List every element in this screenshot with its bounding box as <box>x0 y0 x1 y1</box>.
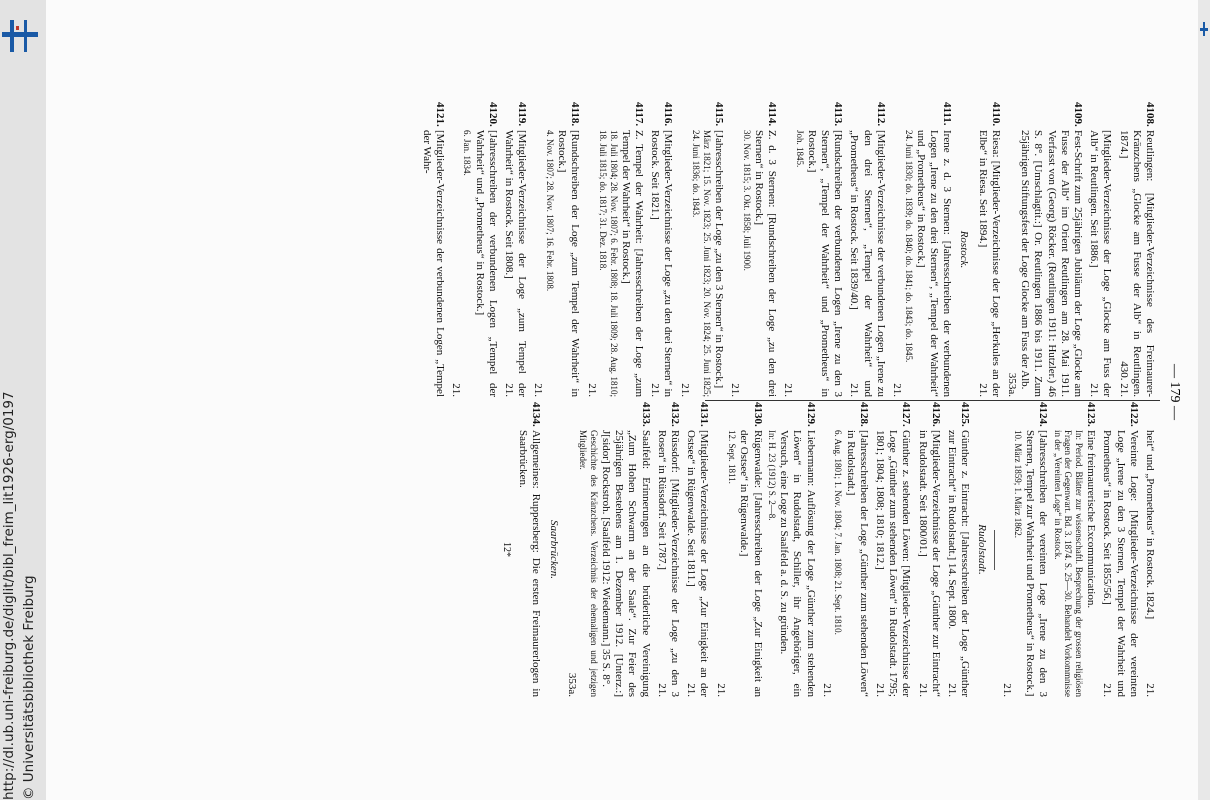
entry-text: [Mitglieder-Verzeichnisse der Loge „Glocke am Fuss der Alb“ in Reutlingen. Seit 1886.] <box>1088 130 1114 397</box>
page-number: — 179 — <box>1167 364 1182 420</box>
entry-number: 4128. <box>857 402 870 427</box>
entry-number: 4123. <box>1085 402 1098 427</box>
entry-number: 4120. <box>486 102 499 127</box>
entry-subnote: 24. Juni 1830; do. 1839; do. 1840; do. 1841; do. 1843; do. 1845. <box>903 130 914 363</box>
column-divider <box>705 400 1160 401</box>
entry-number: 4113. <box>832 102 845 127</box>
bibliography-entry <box>945 402 971 697</box>
bibliography-entry <box>565 402 652 697</box>
entry-text: Eine freimaurerische Excommunication. <box>1085 430 1098 609</box>
source-url-text[interactable]: http://dl.ub.uni-freiburg.de/diglit/bibl_freim_lit1926-erg/0197 <box>1 391 17 800</box>
entry-number: 4111. <box>941 102 954 126</box>
entry-number: 4122. <box>1127 402 1140 427</box>
entry-text: [Mitglieder-Verzeichnisse der Loge „Zur Einigkeit an der Ostsee“ in Rügenwalde. Seit 1811.] <box>685 430 711 697</box>
entry-number: 4125. <box>959 402 972 427</box>
entry-number: 4110. <box>989 102 1002 127</box>
bibliography-entry <box>449 102 499 397</box>
entry-text: [Rundschreiben der Loge „zum Tempel der Wahrheit“ in Rostock.] <box>556 130 582 397</box>
entry-subnote: 18. Juli 1804; 28. Nov. 1807; 6. Febr. 1808; 18. Juli 1809; 28. Aug. 1810; 18. Juli 1815; do. 1817; 31. Dez. 1818. <box>598 130 619 397</box>
right-viewer-strip <box>1198 0 1210 800</box>
entry-shelfmark: 21. <box>714 683 727 697</box>
entry-text: Saalfeld: Erinnerungen an die brüderliche Vereinigung „Zum Hohen Schwarm an der Saale“. Zur Feier des 25jährigen Bestehens am 1. Dezember 1912. [Unterz.:] J[sidor] Rockstroh. [Saalfeld 1912: Wiedemann.] 35 S. 8°. <box>600 430 652 697</box>
entry-subnote: 30. Nov. 1815; 3. Okt. 1858; Juli 1900. <box>741 130 752 271</box>
entry-text: Riesa: [Mitglieder-Verzeichnisse der Loge „Herkules an der Elbe“ in Riesa. Seit 1894.] <box>976 130 1002 397</box>
bibliography-entry <box>531 102 581 397</box>
entry-number: 4129. <box>804 402 817 427</box>
bibliography-entry <box>1100 402 1140 697</box>
entry-shelfmark: 21. <box>685 683 698 697</box>
entry-text: [Rundschreiben der verbundenen Logen „Irene zu den 3 Sternen“, „Tempel der Wahrheit“ und „Prometheus“ in Rostock.] <box>805 130 845 397</box>
entry-text: [Jahresschreiben der vereinten Loge „Irene zu den 3 Sternen, Tempel zur Wahrheit und Prometheus“ in Rostock.] <box>1024 430 1050 697</box>
entry-subnote: Geschichte des Kränzchens. Verzeichnis der ehemaligen und jetzigen Mitglieder. <box>578 430 599 697</box>
entry-text: [Mitglieder-Verzeichnisse der Loge „zum Tempel der Wahrheit“ in Rostock. Seit 1808.] <box>503 130 529 397</box>
entry-number: 4115. <box>712 102 725 127</box>
entry-shelfmark: 21. <box>649 383 662 397</box>
entry-number: 4121. <box>433 102 446 127</box>
entry-text: Irene z. d. 3 Sternen: [Jahresschreiben der verbundenen Logen „Irene zu den drei Sternen“, „Tempel der Wahrheit“ und „Prometheus“ in Rostock.] <box>914 130 954 397</box>
entry-number: 4118. <box>569 102 582 127</box>
entry-text: [Jahresschreiben der Loge „zu den 3 Sternen“ in Rostock.] <box>712 130 725 389</box>
entry-shelfmark: 21. <box>891 383 904 397</box>
entry-text: [Mitglieder-Verzeichnisse der Loge „Günther zur Eintracht“ in Rudolstadt. Seit 1800/01.] <box>916 430 942 697</box>
entry-subnote: Joh. 1845. <box>794 130 805 168</box>
bibliography-entry <box>1052 402 1097 697</box>
entry-shelfmark: 21. <box>782 383 795 397</box>
entry-subnote: 6. Jan. 1834. <box>462 130 473 176</box>
section-rule <box>994 530 995 570</box>
entry-shelfmark: 21. <box>945 683 958 697</box>
section-heading: Rostock. <box>958 230 971 269</box>
entry-shelfmark: 21. <box>532 383 545 397</box>
entry-shelfmark: 21. <box>585 383 598 397</box>
bibliography-entry <box>847 102 887 397</box>
section-heading: Saarbrücken. <box>547 520 560 579</box>
bibliography-entry <box>684 402 710 697</box>
entry-text: Z. Tempel der Wahrheit: [Jahresschreiben der Loge „zum Tempel der Wahrheit“ in Rostock.] <box>619 130 645 397</box>
entry-shelfmark: 21. <box>1144 683 1156 697</box>
entry-subnote: In: H. 23 (1912) S. 2—8. <box>767 430 778 521</box>
bibliography-entry <box>890 102 953 397</box>
entry-shelfmark: 21. <box>1088 383 1101 397</box>
bibliography-entry <box>999 402 1049 697</box>
bibliography-entry <box>502 102 528 397</box>
entry-text: Allgemeines: Ruppersberg: Die ersten Freimaurerlogen in Saarbrücken. <box>517 430 543 697</box>
entry-shelfmark: 21. <box>916 683 929 697</box>
bibliography-entry <box>820 402 870 697</box>
bibliography-entry <box>677 102 724 397</box>
entry-shelfmark: 430. 21. <box>1117 361 1130 397</box>
entry-number: 4130. <box>751 402 764 427</box>
right-column <box>500 402 1156 697</box>
rotated-page-content <box>186 102 1186 697</box>
entry-number: 4108. <box>1144 102 1156 127</box>
bibliography-entry <box>873 402 913 697</box>
entry-shelfmark: 21. <box>655 683 668 697</box>
entry-text: Rügenwalde: [Jahresschreiben der Loge „Zur Einigkeit an der Ostsee“ in Rügenwalde.] <box>738 430 764 697</box>
bibliography-entry <box>975 102 1001 397</box>
entry-number: 4126. <box>929 402 942 427</box>
entry-text: [Jahresschreiben der Loge „Günther zum stehenden Löwen“ in Rudolstadt.] <box>844 430 870 697</box>
bibliography-entry <box>1087 102 1113 397</box>
bibliography-entry <box>1005 102 1084 397</box>
entry-number: 4112. <box>874 102 887 127</box>
entry-text: [Mitglieder-Verzeichnisse der verbundenen Logen „Irene zu den drei Sternen“, „Tempel der Wahrheit“ und „Prometheus“ in Rostock. Seit 1839/40.] <box>848 130 887 397</box>
bibliography-entry <box>1143 402 1156 697</box>
bibliography-entry <box>767 402 817 697</box>
entry-subnote: 10. März 1859; 1. März 1862. <box>1013 430 1024 538</box>
entry-number: 4127. <box>900 402 913 427</box>
entry-number: 4117. <box>633 102 645 127</box>
entry-shelfmark: 21. <box>678 383 691 397</box>
entry-shelfmark: 21. <box>976 383 989 397</box>
entry-text: Fest-Schrift zum 25jährigen Jubiläum der Loge „Glocke am Fusse der Alb“ im Orient Reutlingen am 28. Mai 1911. Verfasst von (Georg) Röcker. (Reutlingen 1911: Hutzler.) 46 S. 8°. [Umschlagtit.:] Or. Reutlingen 1886 bis 1911. Zum 25jährigen Stiftungsfest der Loge Glocke am Fuss der Alb. <box>1019 130 1084 397</box>
entry-number: 4116. <box>662 102 675 127</box>
entry-number: 4131. <box>698 402 711 427</box>
bibliography-entry <box>915 402 941 697</box>
copyright-text: © Universitätsbibliothek Freiburg <box>21 575 37 800</box>
entry-text: Vereinte Loge: [Mitglieder-Verzeichnisse der vereinten Loge „Irene zu den 3 Sternen, Tempel der Wahrheit und Prometheus“ in Rostock. Seit 1855/56.] <box>1101 430 1140 697</box>
entry-text: Günther z. Eintracht: [Jahresschreiben der Loge „Günther zur Eintracht“ in Rudolstadt.] 14. Sept. 1800. <box>945 430 972 697</box>
entry-text: Rüssdorf: [Mitglieder-Verzeichnisse der Loge „zu den 3 Rosen“ in Rüssdorf. Seit 1787.] <box>655 430 682 697</box>
entry-subnote: 4. Nov. 1807; 28. Nov. 1807; 16. Febr. 1808. <box>544 130 555 292</box>
section-heading: Rudolstadt. <box>976 524 989 575</box>
sidebar-url-area <box>0 0 46 800</box>
bibliography-entry <box>655 402 681 697</box>
entry-shelfmark: 21. <box>449 383 462 397</box>
entry-subnote: März 1821; 15. Nov. 1823; 25. Juni 1823; 20. Nov. 1824; 25. Juni 1825; 24. Juni 1836; do. 1843. <box>691 130 712 397</box>
entry-shelfmark: 21. <box>729 383 742 397</box>
entry-number: 4119. <box>516 102 529 127</box>
bibliography-entry <box>781 102 844 397</box>
bibliography-entry <box>713 402 763 697</box>
entry-text: heit“ und „Prometheus“ in Rostock. 1824.] <box>1144 430 1156 620</box>
entry-shelfmark: 21. <box>873 683 886 697</box>
entry-text: Z. d. 3 Sternen: [Rundschreiben der Loge „zu den drei Sternen“ in Rostock.] <box>752 130 778 397</box>
bibliography-entry <box>516 402 542 697</box>
entry-text: [Jahresschreiben der verbundenen Logen „Tempel der Wahrheit“ und „Prometheus“ in Rostock.] <box>473 130 499 397</box>
entry-text: [Mitglieder-Verzeichnisse der verbundenen Logen „Tempel der Wahr- <box>420 130 446 397</box>
entry-subnote: 6. Aug. 1801; 1. Nov. 1804; 7. Jan. 1808; 21. Sept. 1810. <box>833 430 844 635</box>
scanned-page <box>46 0 1198 800</box>
entry-shelfmark: 353a. <box>565 672 578 697</box>
bibliography-entry <box>419 102 445 397</box>
left-column <box>416 102 1156 397</box>
entry-text: Liebermann: Auflösung der Loge „Günther zum stehenden Löwen“ in Rudolstadt, Schiller, ihr Angehöriger, ein Versuch, eine Loge zu Saalfeld a. d. S. zu gründen. <box>778 430 817 697</box>
entry-number: 4133. <box>639 402 652 427</box>
entry-subnote: In: Period. Blätter zur wissenschaftl. Besprechung der grossen religiösen Fragen der Gegenwart. Bd. 3. 1874. S. 25—30. Behandelt Vorkommnisse in der „Vereinten Loge“ in Rostock. <box>1052 430 1084 697</box>
entry-shelfmark: 353a. <box>1005 372 1018 397</box>
entry-number: 4132. <box>669 402 682 427</box>
entry-shelfmark: 21. <box>848 383 861 397</box>
entry-number: 4124. <box>1037 402 1050 427</box>
library-logo-small-icon <box>1200 20 1210 40</box>
entry-shelfmark: 21. <box>1000 683 1013 697</box>
bibliography-entry <box>648 102 674 397</box>
entry-number: 4134. <box>530 402 543 427</box>
entry-text: Reutlingen: [Mitglieder-Verzeichnisse des Freimaurer-Kränzchens „Glocke am Fusse der Alb“ in Reutlingen. 1874.] <box>1117 130 1156 397</box>
bibliography-entry <box>728 102 778 397</box>
entry-text: Günther z. stehenden Löwen: [Mitglieder-Verzeichnisse der Loge „Günther zum stehenden Löwen“ in Rudolstadt. 1795; 1801; 1804; 1808; 1810; 1812.] <box>873 430 913 697</box>
entry-subnote: 12. Sept. 1811. <box>727 430 738 484</box>
signature-mark: 12* <box>500 542 512 557</box>
entry-shelfmark: 21. <box>820 683 833 697</box>
entry-shelfmark: 21. <box>503 383 516 397</box>
bibliography-entry <box>584 102 645 397</box>
entry-text: [Mitglieder-Verzeichnisse der Loge „zu den drei Sternen“ in Rostock. Seit 1821.] <box>649 130 675 397</box>
entry-number: 4109. <box>1071 102 1084 127</box>
bibliography-entry <box>1116 102 1156 397</box>
entry-shelfmark: 21. <box>1101 683 1114 697</box>
entry-number: 4114. <box>765 102 778 127</box>
